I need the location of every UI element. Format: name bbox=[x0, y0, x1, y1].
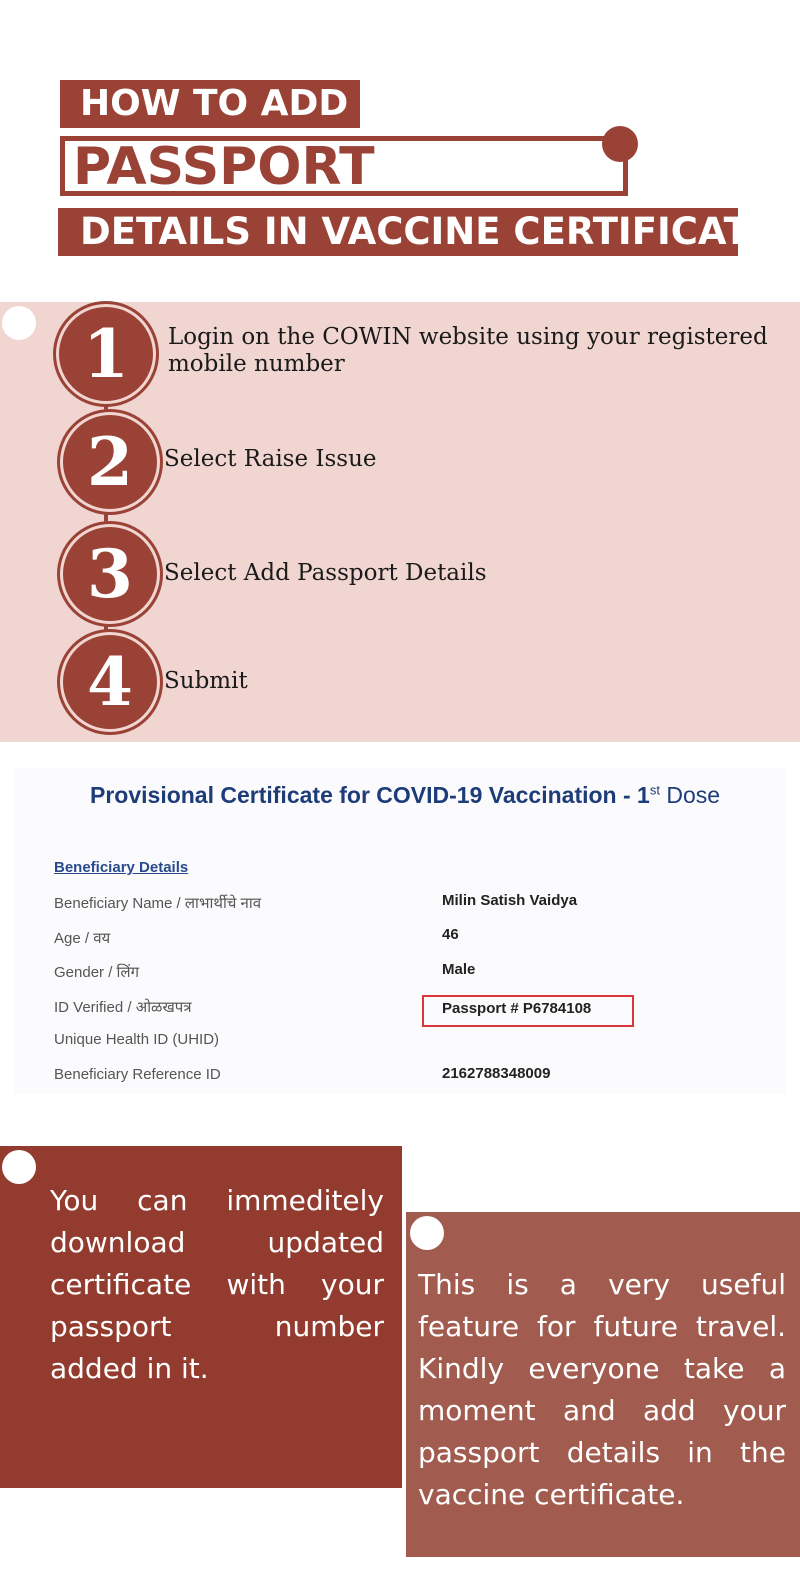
panel-dot-decoration bbox=[2, 306, 36, 340]
reference-id-label: Beneficiary Reference ID bbox=[54, 1066, 221, 1083]
certificate-title: Provisional Certificate for COVID-19 Vaccination - 1st Dose bbox=[90, 782, 721, 808]
step-4-text: Submit bbox=[164, 668, 248, 694]
step-3-text: Select Add Passport Details bbox=[164, 560, 487, 586]
beneficiary-name-value: Milin Satish Vaidya bbox=[442, 892, 578, 909]
step-4-number: 4 bbox=[60, 632, 160, 732]
note-left-text: You can immeditely download updated certificate with your passport number added in it. bbox=[50, 1184, 384, 1385]
age-label: Age / वय bbox=[54, 930, 111, 947]
gender-label: Gender / लिंग bbox=[54, 964, 140, 981]
header-line-1: HOW TO ADD bbox=[60, 80, 360, 128]
note-left-dot-decoration bbox=[2, 1150, 36, 1184]
beneficiary-name-label: Beneficiary Name / लाभार्थीचे नाव bbox=[54, 895, 262, 912]
step-1-number: 1 bbox=[56, 304, 156, 404]
uhid-label: Unique Health ID (UHID) bbox=[54, 1031, 220, 1048]
reference-id-value: 2162788348009 bbox=[442, 1065, 551, 1082]
id-verified-label: ID Verified / ओळखपत्र bbox=[54, 999, 192, 1016]
header-dot-decoration bbox=[602, 126, 638, 162]
id-verified-value: Passport # P6784108 bbox=[442, 1000, 592, 1017]
step-3-number: 3 bbox=[60, 524, 160, 624]
age-value: 46 bbox=[442, 926, 459, 943]
note-right-text: This is a very useful feature for future travel. Kindly everyone take a moment and add your passport details in the vaccine certificate. bbox=[418, 1268, 786, 1511]
step-2-number: 2 bbox=[60, 412, 160, 512]
step-2-text: Select Raise Issue bbox=[164, 446, 377, 472]
step-1-text: Login on the COWIN website using your registered mobile number bbox=[168, 324, 768, 377]
beneficiary-details-heading: Beneficiary Details bbox=[54, 859, 189, 876]
header-line-2: PASSPORT bbox=[60, 136, 628, 196]
gender-value: Male bbox=[442, 961, 476, 978]
note-right-dot-decoration bbox=[410, 1216, 444, 1250]
header-line-3: DETAILS IN VACCINE CERTIFICATE bbox=[58, 208, 738, 256]
